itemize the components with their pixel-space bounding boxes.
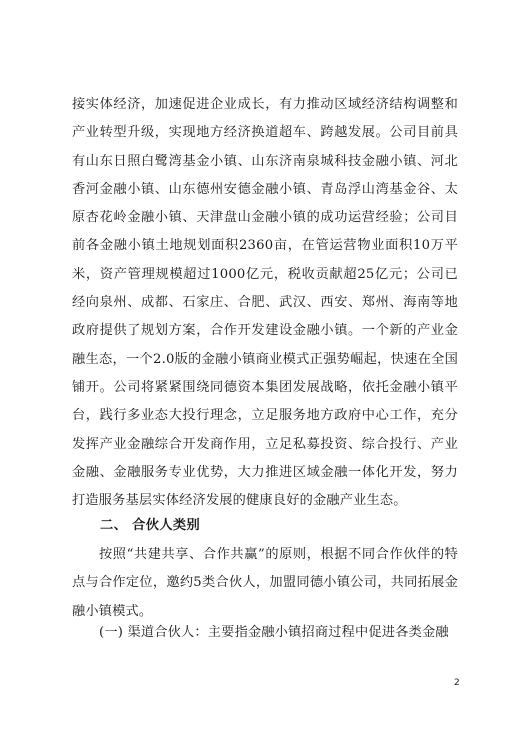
body-paragraph: (一) 渠道合伙人：主要指金融小镇招商过程中促进各类金融	[99, 625, 449, 640]
body-paragraph: 接实体经济，加速促进企业成长，有力推动区域经济结构调整和产业转型升级，实现地方经济换道超车、跨越发展。公司目前具有山东日照白鹭湾基金小镇、山东济南泉城科技金融小镇、河北香河金融小镇、山东德州安德金融小镇、青岛浮山湾基金谷、太原杏花岭金融小镇、天津盘山金融小镇的成功运营经验；公司目前各金融小镇土地规划面积2360亩，在管运营物业面积10万平米，资产管理规模超过1000亿元，税收贡献超25亿元；公司已经向泉州、成都、石家庄、合肥、武汉、西安、郑州、海南等地政府提供了规划方案，合作开发建设金融小镇。一个新的产业金融生态，一个2.0版的金融小镇商业模式正强势崛起，快速在全国铺开。公司将紧紧围绕同德资本集团发展战略，依托金融小镇平台，践行多业态大投行理念，立足服务地方政府中心工作，充分发挥产业金融综合开发商作用，立足私募投资、综合投行、产业金融、金融服务专业优势，大力推进区域金融一体化开发，努力打造服务基层实体经济发展的健康良好的金融产业生态。	[72, 97, 458, 509]
section-heading: 二、 合伙人类别	[100, 518, 201, 533]
body-paragraph: 按照“共建共享、合作共赢”的原则，根据不同合作伙伴的特点与合作定位，邀约5类合伙人，加盟同德小镇公司，共同拓展金融小镇模式。	[72, 547, 458, 619]
page-number: 2	[454, 678, 460, 688]
